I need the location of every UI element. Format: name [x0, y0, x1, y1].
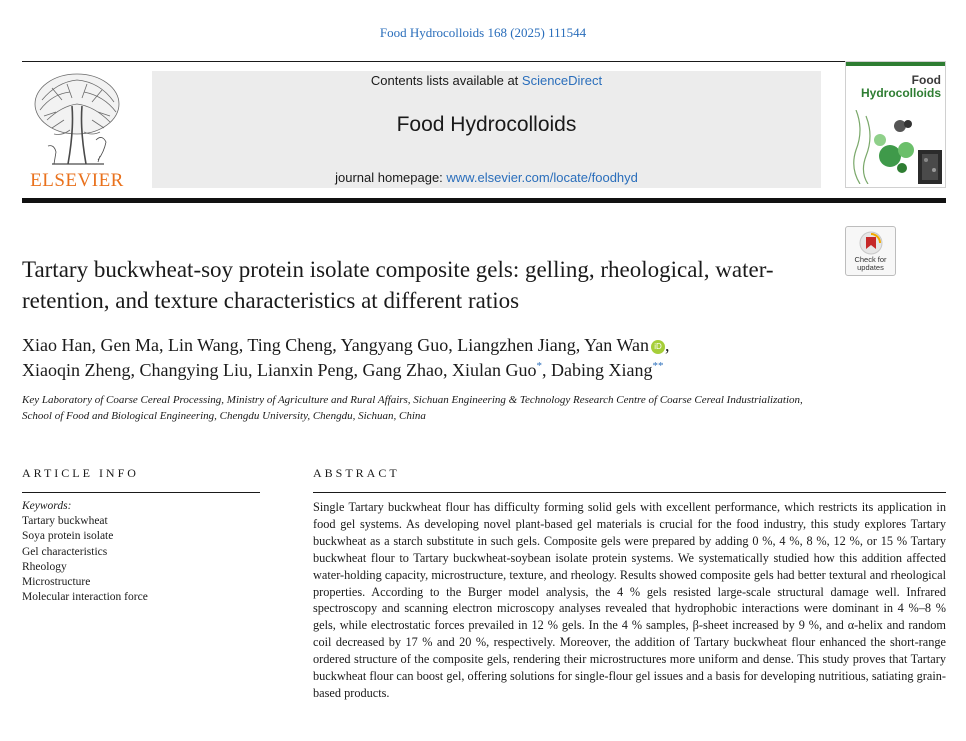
article-title: Tartary buckwheat-soy protein isolate composite gels: gelling, rheological, water-retention, and texture characteristics at different ratios [22, 257, 774, 313]
author-name[interactable]: Xiao Han [22, 335, 92, 355]
check-updates-icon [859, 231, 883, 255]
publisher-name: ELSEVIER [30, 170, 124, 191]
author-name[interactable]: Ting Cheng [247, 335, 333, 355]
author-name[interactable]: Changying Liu [139, 360, 248, 380]
abstract-divider [313, 492, 946, 493]
keyword-item: Molecular interaction force [22, 591, 148, 604]
author-name[interactable]: Yan Wan [584, 335, 649, 355]
cover-top-band [846, 62, 945, 66]
affiliation: Key Laboratory of Coarse Cereal Processing, Ministry of Agriculture and Rural Affairs, Sichuan Engineering & Technology Research Centre of Coarse Cereal Industrialization, School of Food and Biological Engineering, Chengdu University, Chengdu, Sichuan, China [22, 394, 803, 422]
corresponding-author-mark[interactable]: * [536, 360, 542, 372]
cover-title-line2: Hydrocolloids [860, 86, 941, 100]
keyword-item: Tartary buckwheat [22, 515, 108, 528]
keywords-label: Keywords: [22, 500, 72, 512]
header-divider [22, 198, 946, 203]
cover-illustration-icon [850, 110, 942, 184]
cover-title-line1: Food [911, 73, 941, 87]
check-updates-line1: Check for [854, 255, 887, 264]
keyword-item: Gel characteristics [22, 545, 108, 558]
author-list: Xiao Han, Gen Ma, Lin Wang, Ting Cheng, Yangyang Guo, Liangzhen Jiang, Yan Wan iD , Xiaoqin Zheng, Changying Liu, Lianxin Peng, Gang Zhao, Xiulan Guo*, Dabing Xiang** [22, 335, 670, 380]
contents-line [152, 73, 821, 88]
author-name[interactable]: Gang Zhao [362, 360, 443, 380]
elsevier-logo[interactable] [22, 70, 132, 192]
keywords-block [22, 499, 262, 605]
journal-name: Food Hydrocolloids [396, 113, 577, 136]
keyword-item: Microstructure [22, 576, 91, 589]
abstract-text: Single Tartary buckwheat flour has difficulty forming solid gels with excellent performance, which restricts its application in food gel systems. As developing novel plant-based gel materials is crucial for the food industry, this study explores Tartary buckwheat as a starch substitute in such gels. Composite gels were prepared by adding 0 %, 4 %, 8 %, 12 %, or 15 % Tartary buckwheat flour to Tartary buckwheat-soybean isolate protein systems. We systematically studied how this addition affected water-holding capacity, microstructure, texture, and rheology. Results showed composite gels had better textural and rheological properties. According to the Burger model analysis, the 4 % gels resisted large-scale structural damage well. Infrared spectroscopy and scanning electron microscopy analyses revealed that hydrophobic interactions were dominant in 4 %–8 % gels, while electrostatic forces prevailed in 12 % gels. In the 4 % samples, β-sheet increased by 9 %, and α-helix and random coil decreased by 17 % and 20 %, respectively. Moreover, the addition of Tartary buckwheat flour enhanced the short-range ordered structure of the composite gels, rendering their microstructures more uniform and dense. This study proves that Tartary buckwheat flour can boost gel, offering solutions for single-flour gel issues and a basis for developing nutritious, satiating grain-based products. [313, 500, 946, 700]
journal-homepage-link[interactable]: www.elsevier.com/locate/foodhyd [446, 170, 638, 185]
author-name[interactable]: Yangyang Guo [340, 335, 449, 355]
homepage-line [152, 170, 821, 185]
article-info-divider [22, 492, 260, 493]
author-name[interactable]: Lianxin Peng [256, 360, 354, 380]
cover-title [861, 74, 941, 100]
journal-cover[interactable] [845, 61, 946, 188]
elsevier-tree-icon [22, 70, 132, 170]
author-name[interactable]: Gen Ma [100, 335, 159, 355]
orcid-icon[interactable]: iD [651, 340, 665, 354]
check-updates-line2: updates [857, 263, 884, 272]
author-name[interactable]: Lin Wang [167, 335, 239, 355]
contents-prefix: Contents lists available at [370, 73, 522, 88]
author-name[interactable]: Dabing Xiang [550, 360, 653, 380]
keyword-item: Rheology [22, 560, 67, 573]
abstract-heading: ABSTRACT [313, 466, 400, 480]
author-name[interactable]: Liangzhen Jiang [457, 335, 576, 355]
keyword-item: Soya protein isolate [22, 530, 114, 543]
top-divider [22, 61, 946, 62]
check-for-updates-button[interactable] [845, 226, 896, 276]
homepage-prefix: journal homepage: [335, 170, 447, 185]
corresponding-author-mark[interactable]: ** [652, 360, 664, 372]
author-name[interactable]: Xiulan Guo [451, 360, 537, 380]
journal-banner [152, 71, 821, 188]
author-name[interactable]: Xiaoqin Zheng [22, 360, 131, 380]
journal-reference[interactable]: Food Hydrocolloids 168 (2025) 111544 [379, 25, 587, 40]
sciencedirect-link[interactable]: ScienceDirect [521, 73, 603, 88]
article-info-heading: ARTICLE INFO [22, 466, 139, 480]
check-updates-label [846, 256, 895, 272]
